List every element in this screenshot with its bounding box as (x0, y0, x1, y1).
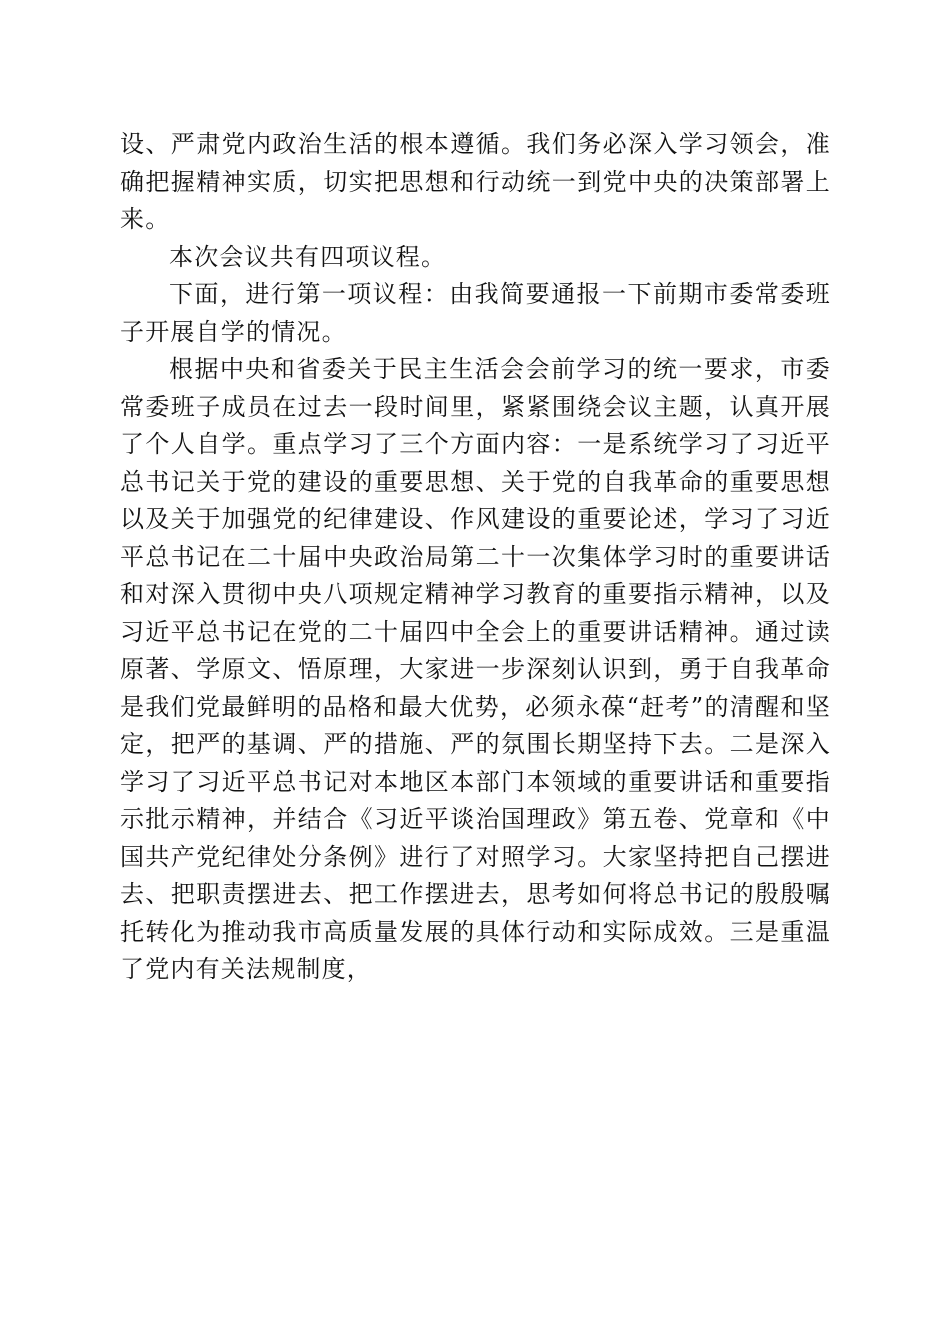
paragraph-continuation: 设、严肃党内政治生活的根本遵循。我们务必深入学习领会，准确把握精神实质，切实把思想和行动统一到党中央的决策部署上来。 (120, 130, 831, 233)
document-page (120, 126, 831, 989)
paragraph-self-study-report: 根据中央和省委关于民主生活会会前学习的统一要求，市委常委班子成员在过去一段时间里，紧紧围绕会议主题，认真开展了个人自学。重点学习了三个方面内容：一是系统学习了习近平总书记关于党的建设的重要思想、关于党的自我革命的重要思想以及关于加强党的纪律建设、作风建设的重要论述，学习了习近平总书记在二十届中央政治局第二十一次集体学习时的重要讲话和对深入贯彻中央八项规定精神学习教育的重要指示精神，以及习近平总书记在党的二十届四中全会上的重要讲话精神。通过读原著、学原文、悟原理，大家进一步深刻认识到，勇于自我革命是我们党最鲜明的品格和最大优势，必须永葆“赶考”的清醒和坚定，把严的基调、严的措施、严的氛围长期坚持下去。二是深入学习了习近平总书记对本地区本部门本领域的重要讲话和重要指示批示精神，并结合《习近平谈治国理政》第五卷、党章和《中国共产党纪律处分条例》进行了对照学习。大家坚持把自己摆进去、把职责摆进去、把工作摆进去，思考如何将总书记的殷殷嘱托转化为推动我市高质量发展的具体行动和实际成效。三是重温了党内有关法规制度， (120, 355, 831, 983)
paragraph-agenda-count: 本次会议共有四项议程。 (169, 242, 447, 271)
paragraph-first-agenda-item: 下面，进行第一项议程：由我简要通报一下前期市委常委班子开展自学的情况。 (120, 280, 831, 346)
